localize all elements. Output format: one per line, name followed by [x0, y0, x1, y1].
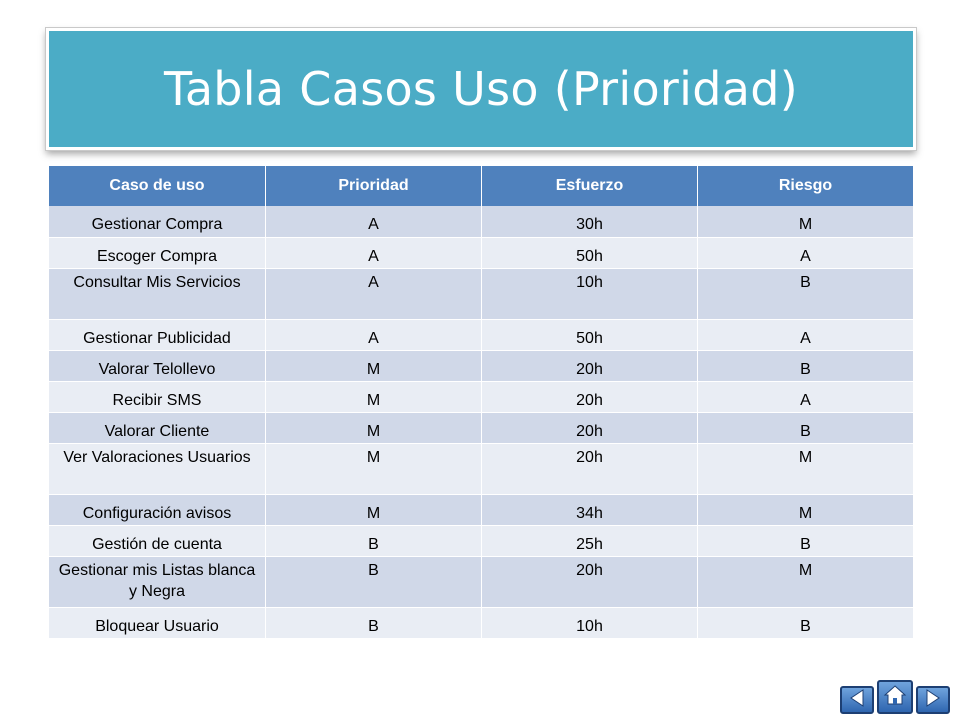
cell-caso-de-uso: Bloquear Usuario [49, 607, 266, 638]
cell-riesgo: B [698, 525, 914, 556]
cell-caso-de-uso: Escoger Compra [49, 237, 266, 268]
use-case-table [48, 166, 914, 639]
previous-icon [849, 689, 865, 712]
header-esfuerzo: Esfuerzo [482, 166, 698, 206]
cell-caso-de-uso: Gestionar Publicidad [49, 319, 266, 350]
cell-caso-de-uso: Recibir SMS [49, 381, 266, 412]
cell-prioridad: A [266, 206, 482, 237]
slide-title: Tabla Casos Uso (Prioridad) [164, 62, 798, 116]
cell-esfuerzo: 30h [482, 206, 698, 237]
cell-esfuerzo: 10h [482, 607, 698, 638]
cell-caso-de-uso: Consultar Mis Servicios [49, 268, 266, 319]
cell-prioridad: B [266, 607, 482, 638]
cell-esfuerzo: 34h [482, 494, 698, 525]
cell-caso-de-uso: Gestión de cuenta [49, 525, 266, 556]
cell-riesgo: M [698, 443, 914, 494]
cell-esfuerzo: 20h [482, 443, 698, 494]
table-row [49, 443, 914, 494]
table-row [49, 412, 914, 443]
table-row [49, 494, 914, 525]
cell-caso-de-uso: Ver Valoraciones Usuarios [49, 443, 266, 494]
cell-prioridad: M [266, 494, 482, 525]
cell-riesgo: M [698, 206, 914, 237]
table-row [49, 381, 914, 412]
cell-prioridad: A [266, 237, 482, 268]
table-row [49, 525, 914, 556]
cell-prioridad: B [266, 556, 482, 607]
table-row [49, 350, 914, 381]
cell-prioridad: M [266, 443, 482, 494]
cell-riesgo: B [698, 412, 914, 443]
cell-esfuerzo: 20h [482, 350, 698, 381]
header-riesgo: Riesgo [698, 166, 914, 206]
cell-riesgo: A [698, 381, 914, 412]
cell-esfuerzo: 20h [482, 556, 698, 607]
home-button[interactable] [877, 680, 913, 714]
cell-riesgo: A [698, 319, 914, 350]
cell-esfuerzo: 20h [482, 381, 698, 412]
cell-riesgo: B [698, 607, 914, 638]
cell-esfuerzo: 50h [482, 237, 698, 268]
title-banner [46, 28, 916, 150]
table-row [49, 237, 914, 268]
cell-esfuerzo: 20h [482, 412, 698, 443]
cell-riesgo: B [698, 350, 914, 381]
cell-riesgo: A [698, 237, 914, 268]
cell-esfuerzo: 50h [482, 319, 698, 350]
cell-riesgo: M [698, 556, 914, 607]
cell-caso-de-uso: Configuración avisos [49, 494, 266, 525]
header-caso-de-uso: Caso de uso [49, 166, 266, 206]
cell-prioridad: A [266, 268, 482, 319]
cell-caso-de-uso: Gestionar mis Listas blanca y Negra [49, 556, 266, 607]
cell-riesgo: M [698, 494, 914, 525]
table-row [49, 206, 914, 237]
slide-navigation [840, 680, 950, 714]
header-prioridad: Prioridad [266, 166, 482, 206]
cell-prioridad: B [266, 525, 482, 556]
table-row [49, 268, 914, 319]
cell-caso-de-uso: Valorar Cliente [49, 412, 266, 443]
cell-caso-de-uso: Valorar Telollevo [49, 350, 266, 381]
cell-caso-de-uso: Gestionar Compra [49, 206, 266, 237]
cell-prioridad: M [266, 381, 482, 412]
cell-prioridad: M [266, 412, 482, 443]
home-icon [883, 684, 907, 711]
previous-button[interactable] [840, 686, 874, 714]
cell-riesgo: B [698, 268, 914, 319]
next-icon [925, 689, 941, 712]
table-row [49, 607, 914, 638]
cell-prioridad: M [266, 350, 482, 381]
cell-esfuerzo: 25h [482, 525, 698, 556]
cell-esfuerzo: 10h [482, 268, 698, 319]
next-button[interactable] [916, 686, 950, 714]
table-row [49, 556, 914, 607]
table-header-row [49, 166, 914, 206]
cell-prioridad: A [266, 319, 482, 350]
table-row [49, 319, 914, 350]
